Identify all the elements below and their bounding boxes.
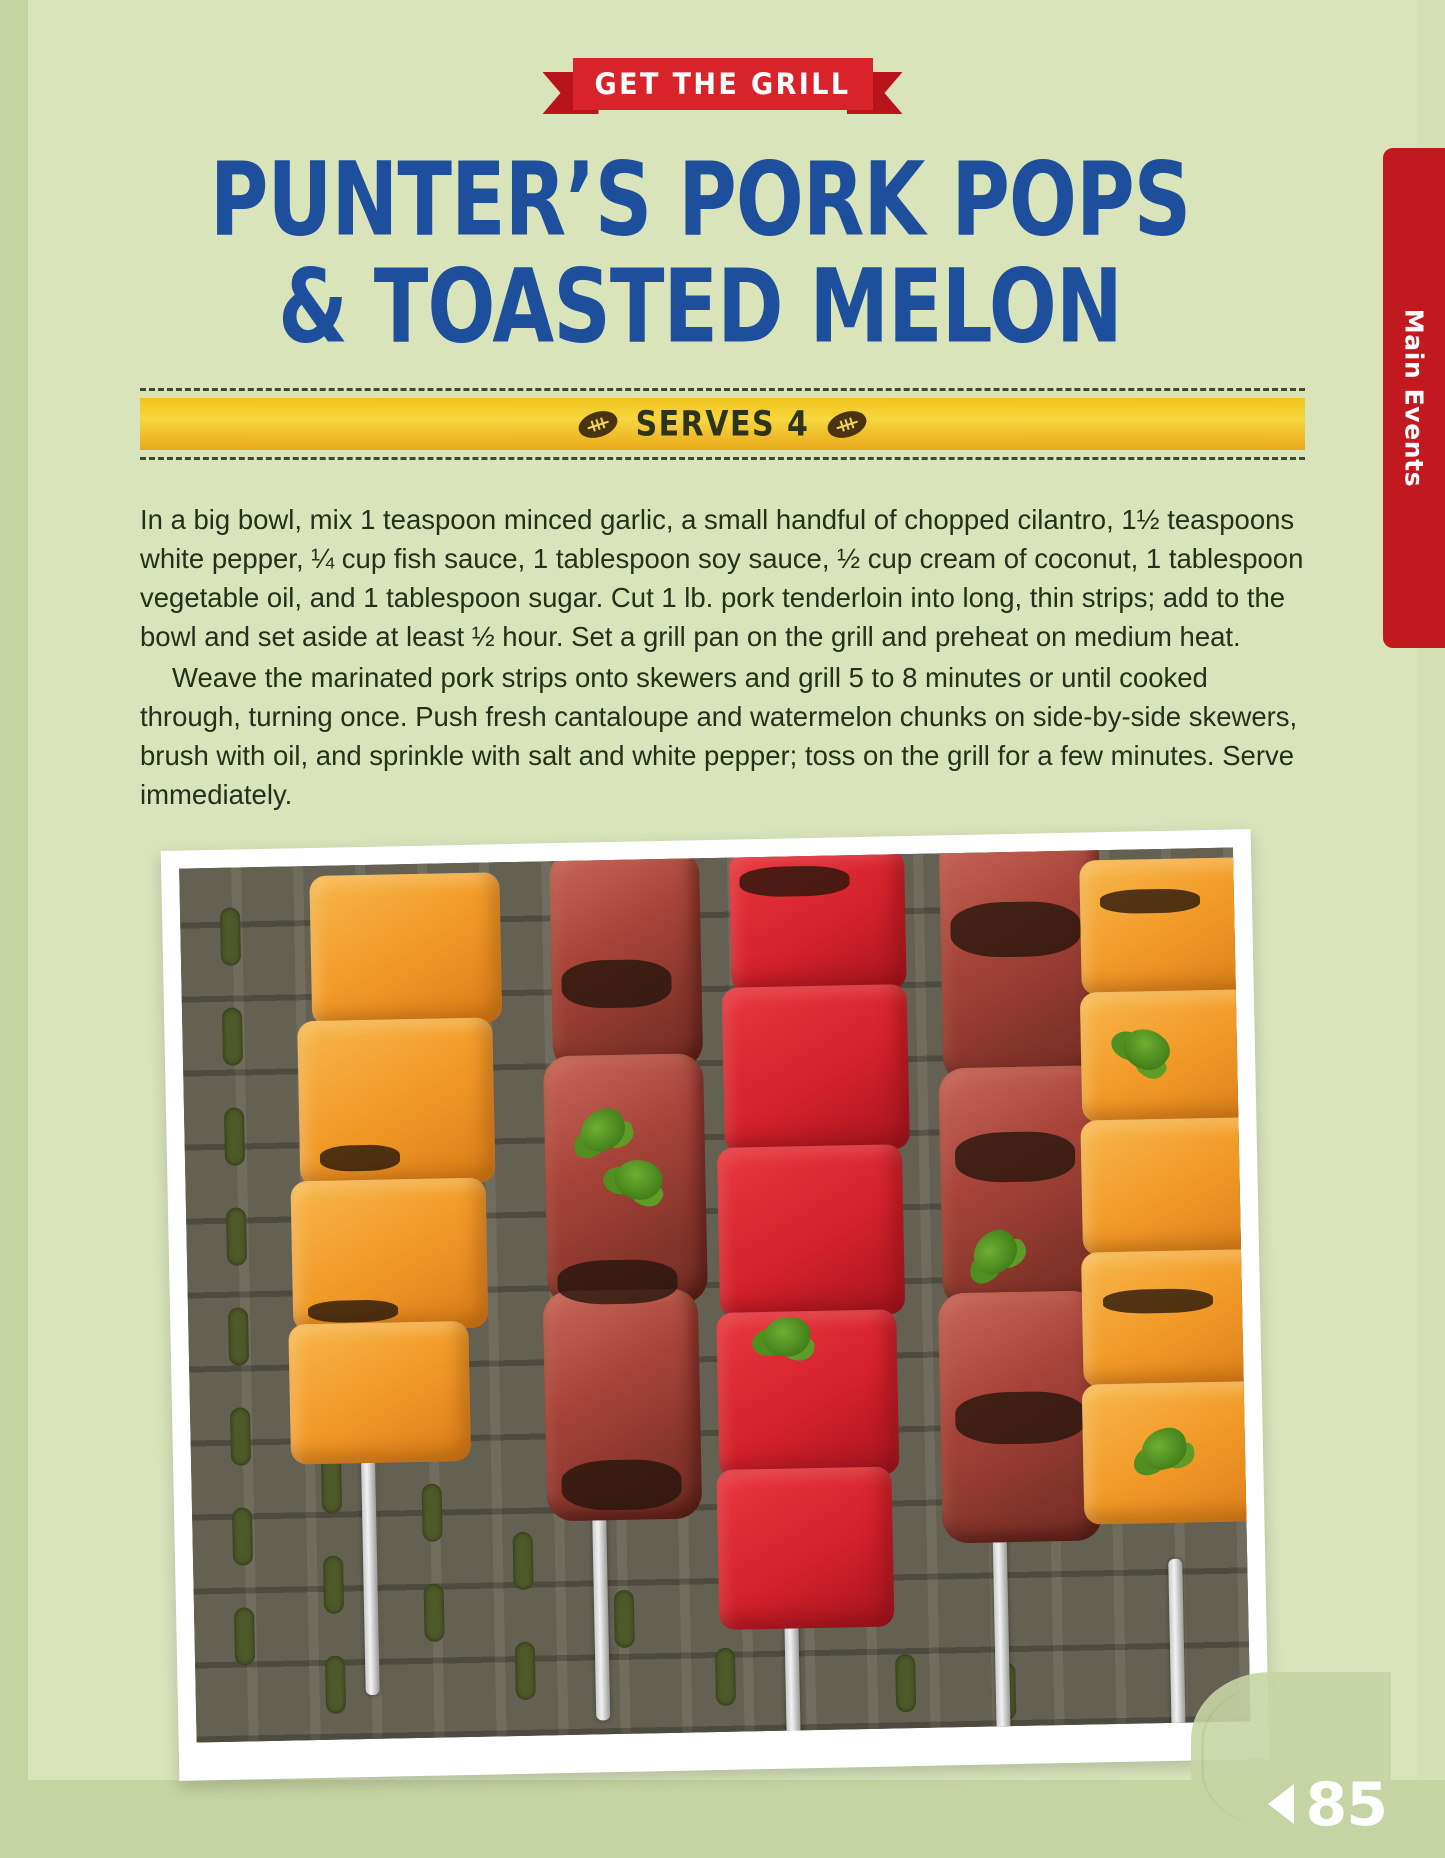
grill-slot: [230, 1407, 251, 1465]
grill-slot: [234, 1607, 255, 1665]
char-mark: [308, 1299, 398, 1323]
watermelon-chunk: [717, 1144, 905, 1318]
ribbon-label: GET THE GRILL: [594, 66, 851, 102]
grill-slot: [220, 907, 241, 965]
watermelon-chunk: [716, 1466, 894, 1629]
title-line-2: & TOASTED MELON: [278, 249, 1122, 367]
char-mark: [561, 959, 672, 1009]
grill-slot: [228, 1307, 249, 1365]
char-mark: [320, 1144, 401, 1172]
serves-dashed-rule-bottom: [140, 457, 1305, 460]
serves-dashed-rule-top: [140, 388, 1305, 391]
cantaloupe-skewer-right: [1059, 848, 1251, 1743]
char-mark: [1100, 888, 1200, 914]
cantaloupe-chunk: [1080, 1117, 1250, 1256]
grill-slot: [224, 1107, 245, 1165]
page-number-badge: [1179, 1666, 1409, 1846]
serves-bar: [140, 398, 1305, 450]
cantaloupe-chunk: [288, 1321, 471, 1465]
cantaloupe-chunk: [1081, 1249, 1250, 1388]
cantaloupe-chunk: [1079, 857, 1250, 996]
section-tab-label: Main Events: [1399, 308, 1429, 488]
cantaloupe-chunk: [309, 872, 502, 1026]
football-icon: [825, 406, 871, 442]
recipe-paragraph-1: In a big bowl, mix 1 teaspoon minced garlic, a small handful of chopped cilantro, 1½ teaspoons white pepper, ¼ cup fish sauce, 1 tablespoon soy sauce, ½ cup cream of coconut, 1 tablespoon vegetable oil, and 1 tablespoon sugar. Cut 1 lb. pork tenderloin into long, thin strips; add to the bowl and set aside at least ½ hour. Set a grill pan on the grill and preheat on medium heat.: [140, 504, 1304, 653]
left-arrow-icon: [1268, 1784, 1294, 1824]
skewer: [992, 1522, 1010, 1732]
football-icon: [575, 406, 621, 442]
char-mark: [955, 1131, 1076, 1183]
char-mark: [561, 1459, 682, 1511]
page-left-edge: [0, 0, 28, 1858]
page-number: 85: [1305, 1770, 1387, 1840]
recipe-photo: [179, 848, 1250, 1743]
ribbon-banner: [573, 58, 873, 110]
char-mark: [739, 865, 850, 897]
section-tab-main-events[interactable]: [1383, 148, 1445, 648]
recipe-paragraph-2: Weave the marinated pork strips onto skewers and grill 5 to 8 minutes or until cooked through, turning once. Push fresh cantaloupe and watermelon chunks on side-by-side skewers, brush with oil, and sprinkle with salt and white pepper; toss on the grill for a few minutes. Serve immediately.: [140, 662, 1298, 811]
grill-slot: [222, 1007, 243, 1065]
recipe-instructions: [140, 500, 1308, 814]
char-mark: [557, 1259, 678, 1305]
cantaloupe-skewer-left: [239, 848, 498, 1743]
serves-label: SERVES 4: [635, 403, 810, 445]
grill-slot: [226, 1207, 247, 1265]
title-line-1: PUNTER’S PORK POPS: [209, 142, 1191, 260]
grill-slot: [232, 1507, 253, 1565]
serves-section: [140, 388, 1305, 460]
page-title: [120, 142, 1280, 367]
char-mark: [955, 1391, 1086, 1446]
section-ribbon: [543, 58, 903, 120]
recipe-photo-frame: [161, 829, 1269, 1781]
